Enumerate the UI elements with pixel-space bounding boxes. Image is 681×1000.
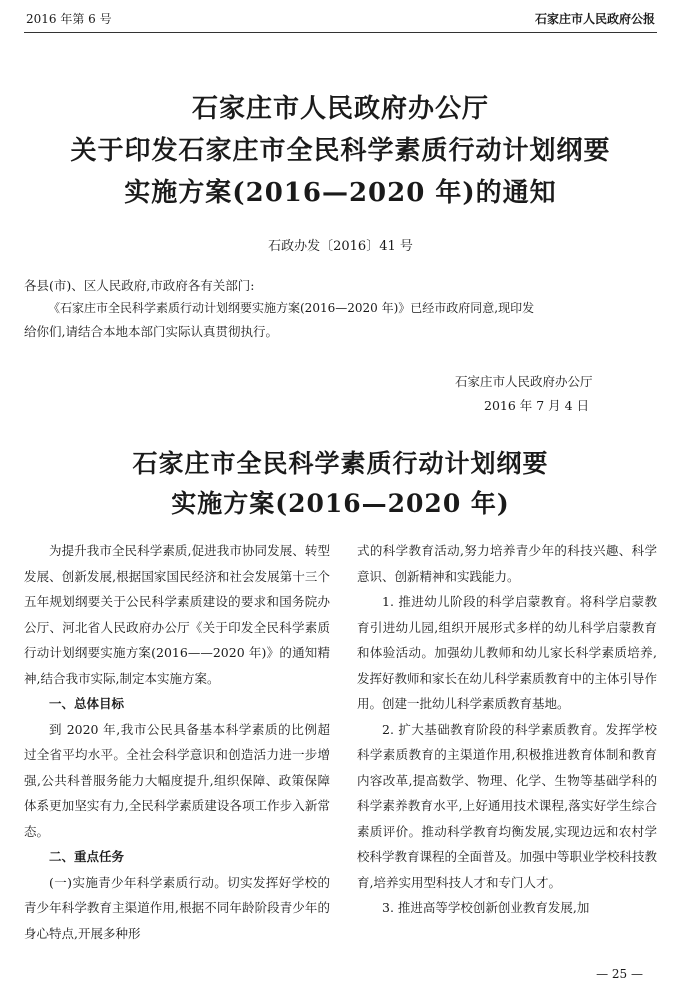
plan-title-line-1: 石家庄市全民科学素质行动计划纲要 <box>132 449 549 478</box>
goal-paragraph: 到 2020 年,我市公民具备基本科学素质的比例超过全省平均水平。全社会科学意识和创造活力进一步增强,公共科普服务能力大幅度提升,组织保障、政策保障体系更加坚实有力,全民科学素质建设各项工作步入新常态。 <box>24 721 330 839</box>
continued-paragraph: 式的科学教育活动,努力培养青少年的科技兴趣、科学意识、创新精神和实践能力。 <box>357 543 657 584</box>
section-heading-goal: 一、总体目标 <box>49 696 125 711</box>
page-number: — 25 — <box>596 967 643 981</box>
item2-paragraph: 2. 扩大基础教育阶段的科学素质教育。发挥学校科学素质教育的主渠道作用,积极推进教育体制和教育内容改革,提高数学、物理、化学、生物等基础学科的科学素养教育水平,上好通用技术课程,落实好学生综合素质评价。推动科学教育均衡发展,实现边远和农村学校科学教育课程的全面普及。加强中等职业学校科技教育,培养实用型科技人才和专门人才。 <box>357 721 658 890</box>
document-number: 石政办发〔2016〕41 号 <box>268 239 413 254</box>
task1-paragraph: (一)实施青少年科学素质行动。切实发挥好学校的青少年科学教育主渠道作用,根据不同年龄阶段青少年的身心特点,开展多种形 <box>24 874 330 941</box>
signature: 石家庄市人民政府办公厅 <box>455 374 593 389</box>
publication-name: 石家庄市人民政府公报 <box>534 12 655 26</box>
header-divider <box>24 32 657 33</box>
plan-title-line-2: 实施方案(2016—2020 年) <box>171 489 510 518</box>
notice-title-line-2: 关于印发石家庄市全民科学素质行动计划纲要 <box>70 136 611 166</box>
notice-body-line-1: 《石家庄市全民科学素质行动计划纲要实施方案(2016—2020 年)》已经市政府同意,现印发 <box>48 301 535 315</box>
item3-paragraph: 3. 推进高等学校创新创业教育发展,加 <box>382 900 590 915</box>
item1-paragraph: 1. 推进幼儿阶段的科学启蒙教育。将科学启蒙教育引进幼儿园,组织开展形式多样的幼儿科学启蒙教育和体验活动。加强幼儿教师和幼儿家长科学素质培养,发挥好教师和家长在幼儿科学素质教育中的主体引导作用。创建一批幼儿科学素质教育基地。 <box>357 594 658 711</box>
section-heading-tasks: 二、重点任务 <box>49 849 125 864</box>
notice-body-line-2: 给你们,请结合本地本部门实际认真贯彻执行。 <box>24 324 278 339</box>
issue-date: 2016 年 7 月 4 日 <box>484 398 590 413</box>
addressee: 各县(市)、区人民政府,市政府各有关部门: <box>24 278 255 293</box>
notice-title-line-1: 石家庄市人民政府办公厅 <box>191 94 489 124</box>
notice-title-line-3: 实施方案(2016—2020 年)的通知 <box>124 178 557 208</box>
intro-paragraph: 为提升我市全民科学素质,促进我市协同发展、转型发展、创新发展,根据国家国民经济和社会发展第十三个五年规划纲要关于公民科学素质建设的要求和国务院办公厅、河北省人民政府办公厅《关于印发全民科学素质行动计划纲要实施方案(2016——2020 年)》的通知精神,结合我市实际,制定本实施方案。 <box>24 543 330 686</box>
issue-label: 2016 年第 6 号 <box>26 12 112 26</box>
left-column <box>24 538 330 946</box>
right-column <box>357 538 657 921</box>
